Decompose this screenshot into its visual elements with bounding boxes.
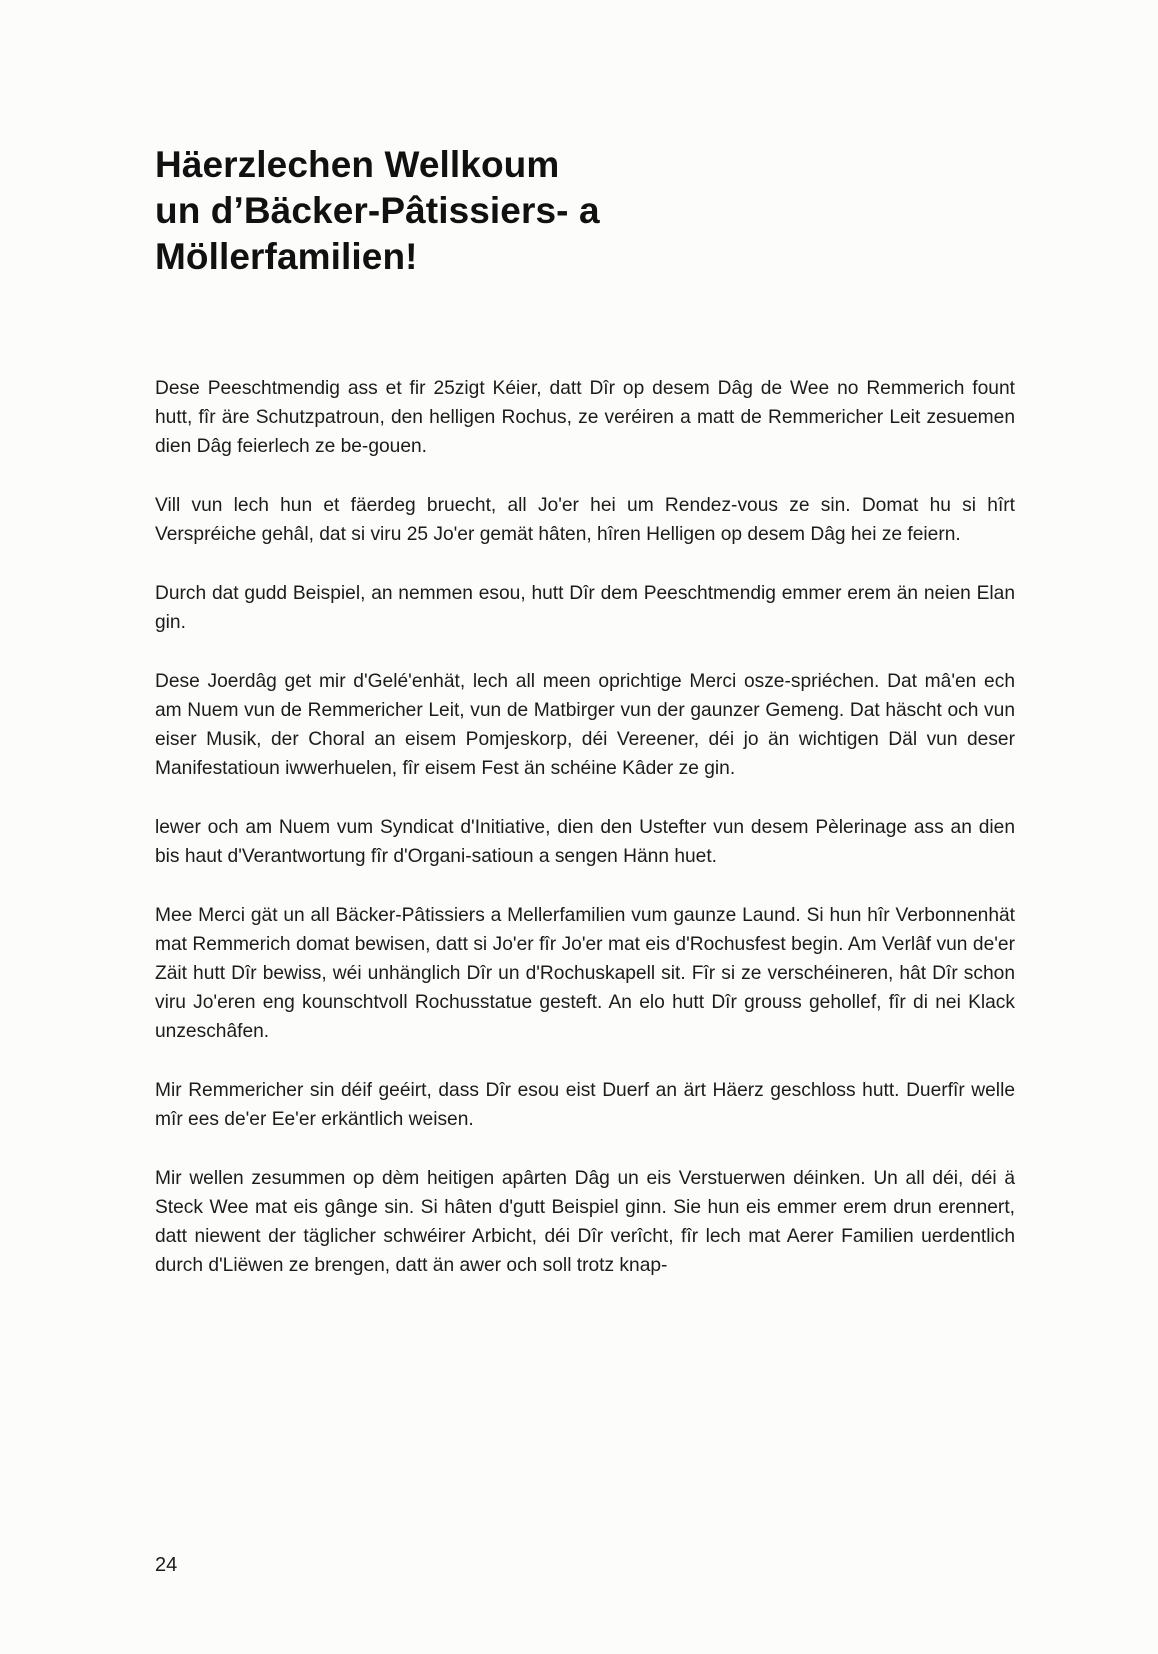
- paragraph-4: Dese Joerdâg get mir d'Gelé'enhät, lech all meen oprichtige Merci osze-spriéchen. Dat mâ'en ech am Nuem vun de Remmericher Leit, vun de Matbirger vun der gaunzer Gemeng. Dat häscht och vun eiser Musik, der Choral an eisem Pomjeskorp, déi Vereener, déi jo än wichtigen Däl vun deser Manifestatioun iwwerhuelen, fîr eisem Fest än schéine Kâder ze gin.: [155, 671, 1015, 779]
- page-title: [155, 142, 795, 280]
- paragraph-7: Mir Remmericher sin déif geéirt, dass Dîr esou eist Duerf an ärt Häerz geschloss hutt. Duerfîr welle mîr ees de'er Ee'er erkäntlich weisen.: [155, 1080, 1015, 1130]
- title-line-1: Häerzlechen Wellkoum: [155, 144, 560, 185]
- paragraph-3: Durch dat gudd Beispiel, an nemmen esou, hutt Dîr dem Peeschtmendig emmer erem än neien Elan gin.: [155, 583, 1015, 633]
- page-number: 24: [155, 1554, 178, 1576]
- paragraph-6: Mee Merci gät un all Bäcker-Pâtissiers a Mellerfamilien vum gaunze Laund. Si hun hîr Verbonnenhät mat Remmerich domat bewisen, datt si Jo'er fîr Jo'er mat eis d'Rochusfest begin. Am Verlâf vun de'er Zäit hutt Dîr bewiss, wéi unhänglich Dîr un d'Rochuskapell sit. Fîr si ze verschéineren, hât Dîr schon viru Jo'eren eng kounschtvoll Rochusstatue gesteft. An elo hutt Dîr grouss gehollef, fîr di nei Klack unzeschâfen.: [155, 905, 1015, 1042]
- paragraph-5: lewer och am Nuem vum Syndicat d'Initiative, dien den Ustefter vun desem Pèlerinage ass an dien bis haut d'Verantwortung fîr d'Organi-satioun a sengen Hänn huet.: [155, 817, 1015, 867]
- title-line-3: Möllerfamilien!: [155, 236, 418, 277]
- title-line-2: un d’Bäcker-Pâtissiers- a: [155, 190, 600, 231]
- paragraph-2: Vill vun lech hun et fäerdeg bruecht, all Jo'er hei um Rendez-vous ze sin. Domat hu si hîrt Verspréiche gehâl, dat si viru 25 Jo'er gemät hâten, hîren Helligen op desem Dâg hei ze feiern.: [155, 495, 1015, 545]
- paragraph-1: Dese Peeschtmendig ass et fir 25zigt Kéier, datt Dîr op desem Dâg de Wee no Remmerich fount hutt, fîr äre Schutzpatroun, den helligen Rochus, ze veréiren a matt de Remmericher Leit zesuemen dien Dâg feierlech ze be-gouen.: [155, 378, 1015, 457]
- paragraph-8: Mir wellen zesummen op dèm heitigen apârten Dâg un eis Verstuerwen déinken. Un all déi, déi ä Steck Wee mat eis gânge sin. Si hâten d'gutt Beispiel ginn. Sie hun eis emmer erem drun erennert, datt niewent der täglicher schwéirer Arbicht, déi Dîr verîcht, fîr lech mat Aerer Familien uerdentlich durch d'Liëwen ze brengen, datt än awer och soll trotz knap-: [155, 1168, 1015, 1276]
- body-text: [155, 374, 1015, 1310]
